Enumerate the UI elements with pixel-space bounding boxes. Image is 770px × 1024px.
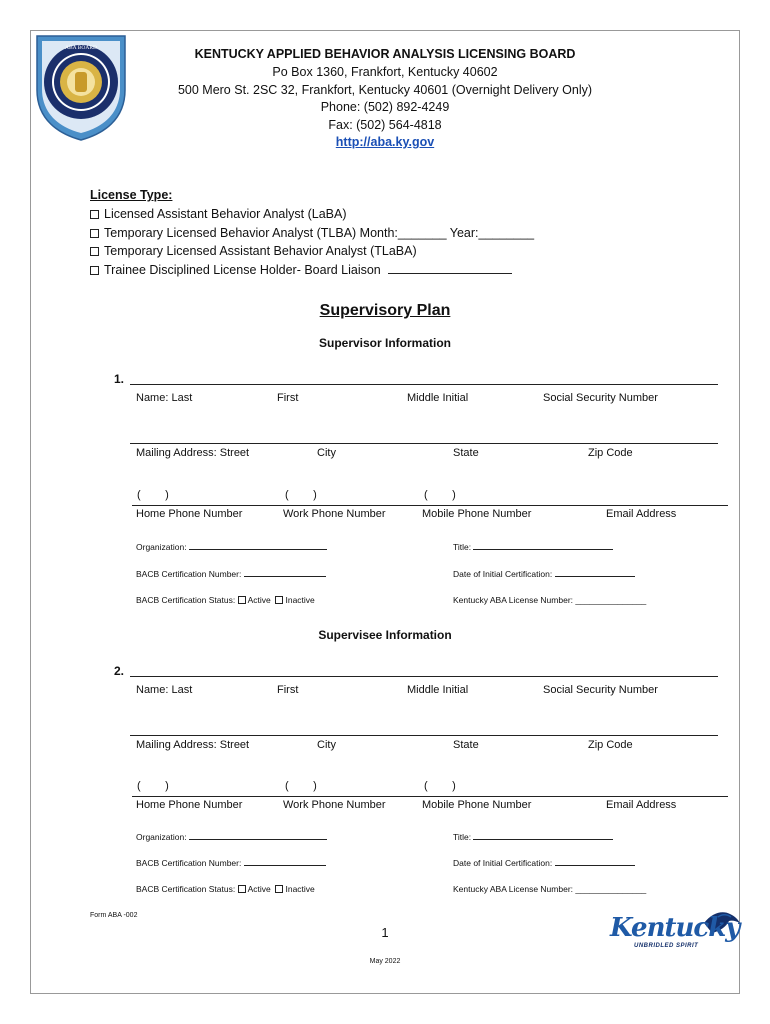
- label-state: State: [453, 739, 479, 751]
- ky-license-field[interactable]: Kentucky ABA License Number: _______________: [453, 884, 647, 894]
- label-first-name: First: [277, 392, 299, 404]
- supervisor-heading: Supervisor Information: [318, 336, 452, 350]
- logo-tagline: UNBRIDLED SPIRIT: [634, 943, 699, 949]
- home-phone-area: ( ): [137, 489, 169, 501]
- work-phone-area: ( ): [285, 780, 317, 792]
- license-option-tlaba[interactable]: Temporary Licensed Assistant Behavior Analyst (TLaBA): [90, 244, 417, 258]
- kentucky-unbridled-spirit-logo: [608, 905, 743, 953]
- label-mobile-phone: Mobile Phone Number: [422, 799, 532, 811]
- svg-text:ABA BOARD: ABA BOARD: [65, 45, 97, 51]
- label-state: State: [453, 447, 479, 459]
- name-line[interactable]: [130, 676, 718, 677]
- mobile-phone-area: ( ): [424, 489, 456, 501]
- label-street: Mailing Address: Street: [136, 739, 250, 751]
- label-ssn: Social Security Number: [543, 684, 658, 696]
- form-id: Form ABA -002: [90, 912, 138, 919]
- ky-license-field[interactable]: Kentucky ABA License Number: _______________: [453, 595, 647, 605]
- address-line[interactable]: [130, 443, 718, 444]
- label-first-name: First: [277, 684, 299, 696]
- checkbox[interactable]: [90, 229, 99, 238]
- initial-cert-field[interactable]: Date of Initial Certification:: [453, 857, 635, 868]
- label-street: Mailing Address: Street: [136, 447, 250, 459]
- label-zip: Zip Code: [588, 447, 633, 459]
- license-option-laba[interactable]: Licensed Assistant Behavior Analyst (LaBA): [90, 207, 347, 221]
- phone-line[interactable]: [132, 505, 728, 506]
- label-email: Email Address: [606, 799, 677, 811]
- organization-field[interactable]: Organization:: [136, 831, 327, 842]
- name-line[interactable]: [130, 384, 718, 385]
- label-last-name: Name: Last: [136, 684, 193, 696]
- mobile-phone-area: ( ): [424, 780, 456, 792]
- kentucky-seal-logo: [33, 32, 129, 142]
- label-ssn: Social Security Number: [543, 392, 658, 404]
- home-phone-area: ( ): [137, 780, 169, 792]
- work-phone-area: ( ): [285, 489, 317, 501]
- checkbox[interactable]: [90, 266, 99, 275]
- bacb-status-field: BACB Certification Status: Active Inactive: [136, 884, 315, 894]
- label-home-phone: Home Phone Number: [136, 508, 243, 520]
- street-address: 500 Mero St. 2SC 32, Frankfort, Kentucky 40601 (Overnight Delivery Only): [177, 83, 593, 97]
- bacb-number-field[interactable]: BACB Certification Number:: [136, 568, 326, 579]
- organization-field[interactable]: Organization:: [136, 541, 327, 552]
- inactive-checkbox[interactable]: [275, 885, 283, 893]
- title-field[interactable]: Title:: [453, 541, 613, 552]
- label-email: Email Address: [606, 508, 677, 520]
- license-option-tlba[interactable]: Temporary Licensed Behavior Analyst (TLBA) Month:_______ Year:________: [90, 226, 534, 240]
- page-number: 1: [381, 925, 389, 940]
- section-number: 2.: [114, 664, 125, 678]
- label-home-phone: Home Phone Number: [136, 799, 243, 811]
- label-middle-initial: Middle Initial: [407, 684, 469, 696]
- label-last-name: Name: Last: [136, 392, 193, 404]
- logo-word: Kentucky: [610, 913, 740, 943]
- phone-line[interactable]: [132, 796, 728, 797]
- checkbox[interactable]: [90, 210, 99, 219]
- board-title: KENTUCKY APPLIED BEHAVIOR ANALYSIS LICENSING BOARD: [194, 47, 576, 61]
- label-mobile-phone: Mobile Phone Number: [422, 508, 532, 520]
- bacb-number-field[interactable]: BACB Certification Number:: [136, 857, 326, 868]
- inactive-checkbox[interactable]: [275, 596, 283, 604]
- title-field[interactable]: Title:: [453, 831, 613, 842]
- active-checkbox[interactable]: [238, 596, 246, 604]
- address-line[interactable]: [130, 735, 718, 736]
- label-work-phone: Work Phone Number: [283, 508, 386, 520]
- license-type-heading: License Type:: [90, 188, 173, 202]
- label-city: City: [317, 739, 336, 751]
- supervisee-heading: Supervisee Information: [318, 628, 452, 642]
- bacb-status-field: BACB Certification Status: Active Inactive: [136, 595, 315, 605]
- label-work-phone: Work Phone Number: [283, 799, 386, 811]
- active-checkbox[interactable]: [238, 885, 246, 893]
- plan-title: Supervisory Plan: [319, 302, 451, 319]
- phone-number: Phone: (502) 892-4249: [320, 100, 450, 114]
- license-option-trainee[interactable]: Trainee Disciplined License Holder- Board Liaison: [90, 263, 512, 277]
- label-middle-initial: Middle Initial: [407, 392, 469, 404]
- website-link[interactable]: http://aba.ky.gov: [335, 135, 435, 149]
- label-zip: Zip Code: [588, 739, 633, 751]
- initial-cert-field[interactable]: Date of Initial Certification:: [453, 568, 635, 579]
- checkbox[interactable]: [90, 247, 99, 256]
- label-city: City: [317, 447, 336, 459]
- fax-number: Fax: (502) 564-4818: [328, 118, 442, 132]
- board-liaison-line[interactable]: [388, 265, 512, 274]
- form-date: May 2022: [369, 958, 401, 965]
- section-number: 1.: [114, 372, 125, 386]
- po-box: Po Box 1360, Frankfort, Kentucky 40602: [272, 65, 498, 79]
